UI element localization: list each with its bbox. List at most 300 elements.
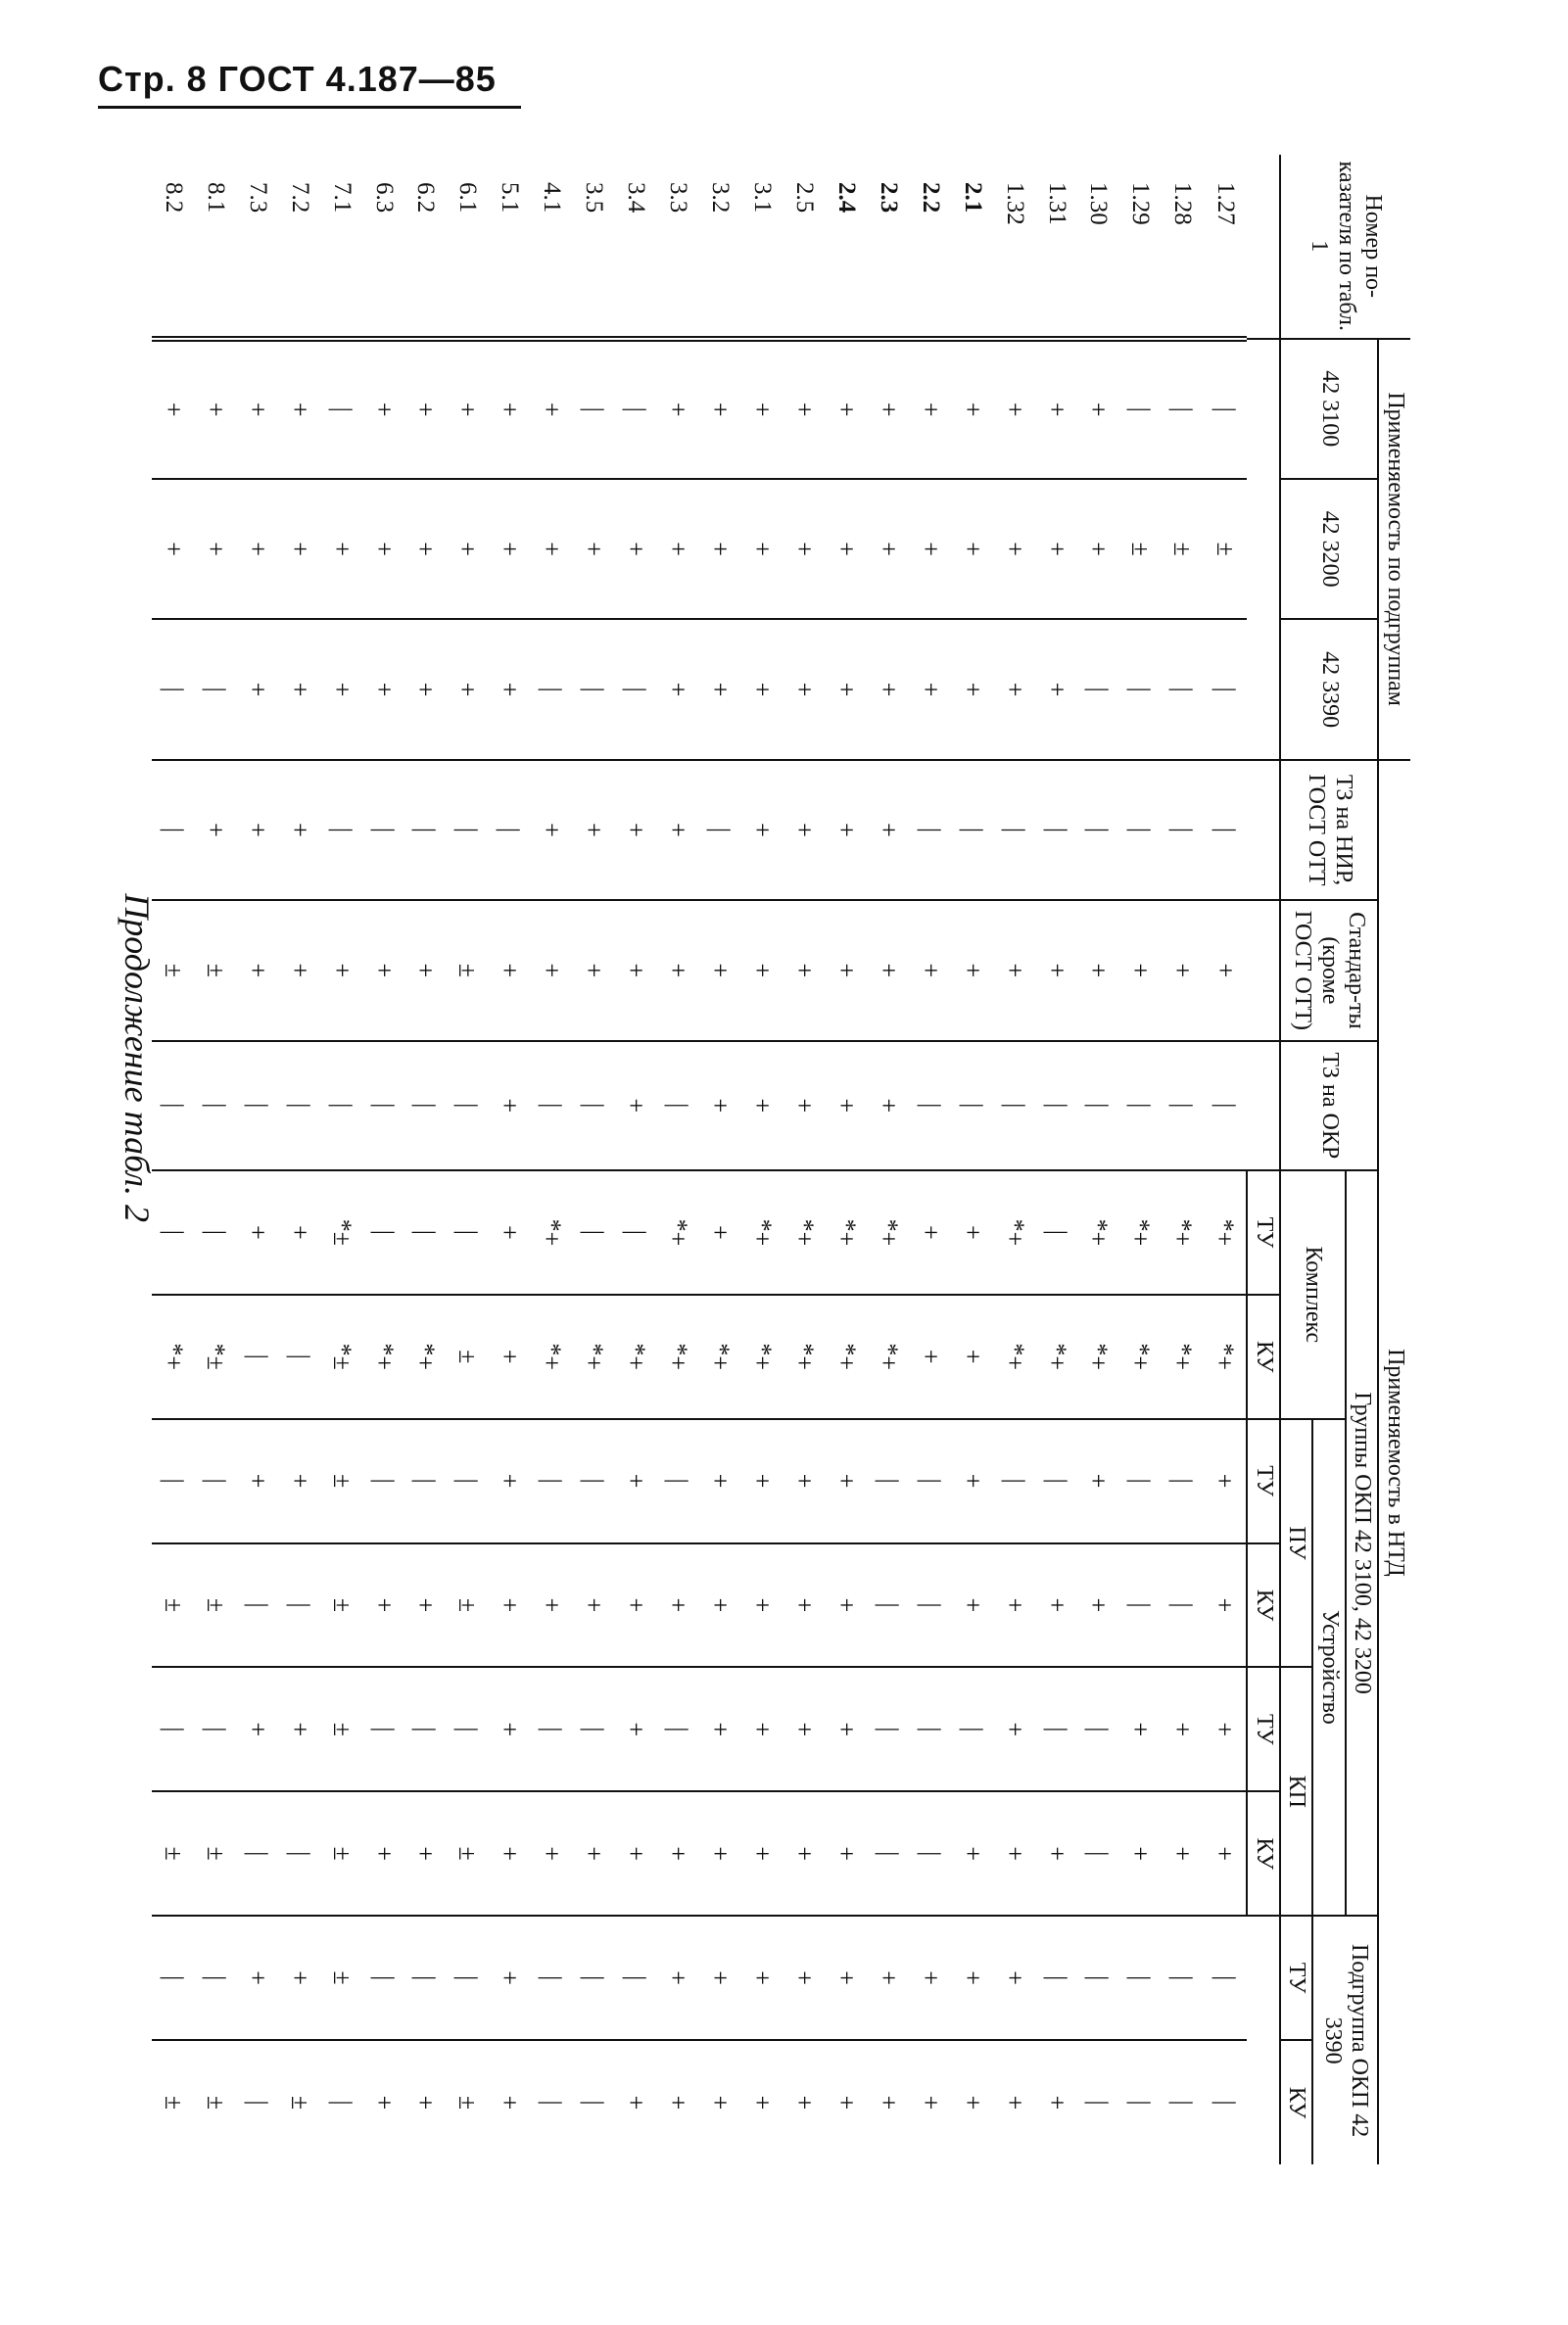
table-cell: |	[909, 1419, 951, 1543]
table-cell: +	[1077, 339, 1119, 479]
table-cell: ±	[320, 1916, 362, 2040]
table-cell: +	[993, 479, 1035, 619]
table-cell: *+	[1077, 1295, 1119, 1419]
table-cell: ±	[278, 2040, 320, 2164]
table-cell: ±	[447, 1543, 489, 1668]
indicator-number: 2.3	[875, 182, 902, 214]
table-cell: +	[278, 760, 320, 900]
table-cell: |	[615, 1170, 657, 1295]
indicator-number: 1.27	[1212, 182, 1239, 225]
table-cell: +	[320, 619, 362, 759]
table-cell: |	[951, 760, 993, 900]
table-cell: *+	[657, 1170, 699, 1295]
table-cell: +	[1162, 1791, 1204, 1916]
table-cell: |	[1035, 1419, 1077, 1543]
table-row	[152, 155, 194, 2164]
table-cell: +	[783, 1543, 825, 1668]
table-cell: +	[236, 339, 278, 479]
indicator-number: 8.2	[160, 182, 187, 214]
table-cell: ±	[152, 1791, 194, 1916]
table-cell: *+	[783, 1295, 825, 1419]
table-row	[657, 155, 699, 2164]
table-cell: |	[278, 1543, 320, 1668]
table-cell: +	[236, 479, 278, 619]
table-cell: |	[152, 1041, 194, 1170]
applicability-table	[152, 155, 1410, 2164]
table-cell: +	[531, 1543, 573, 1668]
header-applicability-subgroups: Применяемость по подгруппам	[1378, 339, 1410, 760]
table-cell: +	[741, 339, 784, 479]
table-cell: +	[951, 479, 993, 619]
table-cell: +	[741, 479, 784, 619]
table-row	[194, 155, 236, 2164]
table-cell: |	[362, 1916, 404, 2040]
table-cell: +	[783, 1791, 825, 1916]
table-cell: +	[1035, 1791, 1077, 1916]
table-cell: |	[867, 1419, 909, 1543]
table-cell: +	[699, 1916, 741, 2040]
table-cell: +	[741, 1041, 784, 1170]
table-cell: |	[1077, 1041, 1119, 1170]
table-cell: |	[152, 1170, 194, 1295]
table-cell: +	[657, 619, 699, 759]
table-cell: |	[993, 1419, 1035, 1543]
table-cell: +	[909, 900, 951, 1040]
table-cell: +	[404, 479, 447, 619]
table-cell: ±	[194, 1543, 236, 1668]
table-cell: |	[1162, 1419, 1204, 1543]
table-cell: +	[867, 900, 909, 1040]
table-cell: *±	[320, 1170, 362, 1295]
table-cell: +	[867, 339, 909, 479]
table-cell: +	[236, 900, 278, 1040]
table-cell: ±	[194, 1791, 236, 1916]
table-cell: +	[699, 479, 741, 619]
table-cell: |	[1119, 760, 1162, 900]
table-cell: *+	[404, 1295, 447, 1419]
table-cell: +	[194, 479, 236, 619]
table-cell: *+	[573, 1295, 615, 1419]
table-cell: +	[615, 479, 657, 619]
table-cell: |	[573, 1667, 615, 1791]
header-subgroup-tu: ТУ	[1280, 1916, 1313, 2040]
header-pu-tu: ТУ	[1247, 1419, 1280, 1543]
table-cell: +	[699, 339, 741, 479]
table-cell: |	[194, 1419, 236, 1543]
table-cell: +	[404, 1543, 447, 1668]
table-cell: |	[278, 1295, 320, 1419]
table-cell: |	[447, 760, 489, 900]
table-cell: +	[404, 339, 447, 479]
table-cell: +	[320, 900, 362, 1040]
table-cell: +	[320, 479, 362, 619]
table-cell: +	[489, 1543, 531, 1668]
table-row	[951, 155, 993, 2164]
table-cell: |	[404, 1419, 447, 1543]
table-cell: *+	[993, 1170, 1035, 1295]
header-sub-42-3200: 42 3200	[1280, 479, 1379, 619]
table-cell: |	[320, 1041, 362, 1170]
table-cell: *+	[615, 1295, 657, 1419]
table-cell: +	[278, 479, 320, 619]
table-cell: |	[867, 1543, 909, 1668]
indicator-number: 6.1	[454, 182, 482, 214]
indicator-number: 5.1	[497, 182, 524, 214]
table-cell: +	[447, 619, 489, 759]
table-cell: |	[573, 339, 615, 479]
table-row	[699, 155, 741, 2164]
table-cell: +	[278, 339, 320, 479]
table-cell: |	[1035, 1667, 1077, 1791]
header-tz-okr: ТЗ на ОКР	[1280, 1041, 1379, 1170]
table-cell: |	[657, 1041, 699, 1170]
table-cell: |	[531, 1041, 573, 1170]
table-cell: +	[741, 1791, 784, 1916]
table-cell: |	[1204, 339, 1247, 479]
table-cell: +	[278, 1170, 320, 1295]
table-row	[741, 155, 784, 2164]
table-cell: |	[531, 1916, 573, 2040]
table-cell: +	[362, 339, 404, 479]
table-cell: +	[278, 1916, 320, 2040]
table-cell: |	[573, 1419, 615, 1543]
table-cell: +	[489, 1170, 531, 1295]
table-cell: +	[236, 760, 278, 900]
table-row	[320, 155, 362, 2164]
table-cell: +	[1035, 2040, 1077, 2164]
table-cell: |	[1162, 619, 1204, 759]
table-cell: |	[1119, 1419, 1162, 1543]
table-cell: |	[404, 1041, 447, 1170]
table-cell: |	[531, 619, 573, 759]
table-cell: +	[615, 1041, 657, 1170]
table-cell: +	[951, 2040, 993, 2164]
table-cell: ±	[447, 900, 489, 1040]
table-cell: |	[867, 1791, 909, 1916]
header-kp-tu: ТУ	[1247, 1667, 1280, 1791]
header-kp-ku: КУ	[1247, 1791, 1280, 1916]
indicator-number: 4.1	[539, 182, 566, 214]
table-cell: +	[615, 2040, 657, 2164]
table-row	[1204, 155, 1247, 2164]
table-cell: |	[447, 1170, 489, 1295]
table-cell: *+	[699, 1295, 741, 1419]
table-cell: +	[362, 1791, 404, 1916]
table-cell: +	[783, 760, 825, 900]
table-cell: +	[489, 339, 531, 479]
table-cell: +	[993, 1791, 1035, 1916]
table-cell: +	[615, 1419, 657, 1543]
indicator-number: 7.2	[286, 182, 313, 214]
table-cell: +	[362, 2040, 404, 2164]
table-cell: |	[194, 619, 236, 759]
table-cell: |	[1162, 760, 1204, 900]
table-cell: +	[699, 1419, 741, 1543]
table-cell: *+	[657, 1295, 699, 1419]
table-cell: ±	[194, 900, 236, 1040]
table-cell: |	[573, 1170, 615, 1295]
page-header: Стр. 8 ГОСТ 4.187—85	[98, 59, 497, 99]
table-cell: +	[993, 1916, 1035, 2040]
table-cell: +	[489, 900, 531, 1040]
table-cell: +	[699, 900, 741, 1040]
table-cell: |	[867, 1667, 909, 1791]
table-cell: +	[909, 1916, 951, 2040]
table-cell: |	[152, 1419, 194, 1543]
table-cell: +	[825, 619, 867, 759]
table-cell: ±	[447, 1295, 489, 1419]
table-cell: |	[615, 1916, 657, 2040]
table-row	[236, 155, 278, 2164]
table-cell: |	[531, 1419, 573, 1543]
table-cell: +	[699, 1041, 741, 1170]
table-cell: *+	[152, 1295, 194, 1419]
table-cell: |	[909, 1041, 951, 1170]
table-cell: *+	[741, 1295, 784, 1419]
table-cell: +	[825, 1791, 867, 1916]
table-cell: +	[573, 479, 615, 619]
table-cell: +	[1077, 1543, 1119, 1668]
indicator-number: 2.2	[917, 182, 944, 214]
table-cell: +	[867, 1916, 909, 2040]
table-row	[1035, 155, 1077, 2164]
table-cell: +	[741, 1667, 784, 1791]
table-cell: +	[1162, 1667, 1204, 1791]
indicator-number: 2.1	[959, 182, 986, 214]
table-cell: +	[741, 900, 784, 1040]
table-cell: +	[951, 900, 993, 1040]
table-cell: +	[951, 1543, 993, 1668]
header-sub-42-3100: 42 3100	[1280, 339, 1379, 479]
table-cell: +	[657, 479, 699, 619]
table-cell: +	[951, 1170, 993, 1295]
table-cell: +	[825, 339, 867, 479]
table-row	[867, 155, 909, 2164]
table-cell: +	[699, 2040, 741, 2164]
table-cell: ±	[320, 1667, 362, 1791]
indicator-number: 1.28	[1169, 182, 1197, 225]
table-cell: +	[909, 339, 951, 479]
table-cell: |	[404, 760, 447, 900]
table-cell: +	[1204, 1419, 1247, 1543]
table-row	[1119, 155, 1162, 2164]
table-cell: |	[615, 339, 657, 479]
table-cell: +	[1035, 619, 1077, 759]
header-kp: КП	[1280, 1667, 1313, 1916]
table-cell: +	[152, 479, 194, 619]
table-cell: +	[741, 760, 784, 900]
header-device: Устройство	[1312, 1419, 1346, 1916]
table-cell: |	[362, 1667, 404, 1791]
table-cell: |	[404, 1916, 447, 2040]
table-cell: +	[489, 479, 531, 619]
table-cell: |	[573, 1916, 615, 2040]
table-cell: +	[699, 1791, 741, 1916]
table-cell: +	[825, 1667, 867, 1791]
table-cell: |	[951, 1041, 993, 1170]
table-cell: |	[531, 2040, 573, 2164]
table-cell: |	[1119, 1041, 1162, 1170]
table-cell: |	[1204, 760, 1247, 900]
table-cell: +	[278, 900, 320, 1040]
table-cell: ±	[152, 1543, 194, 1668]
indicator-number: 8.1	[202, 182, 229, 214]
table-cell: |	[1035, 1041, 1077, 1170]
table-cell: |	[531, 1667, 573, 1791]
table-cell: |	[489, 760, 531, 900]
table-cell: +	[825, 900, 867, 1040]
table-cell: |	[993, 1041, 1035, 1170]
table-cell: +	[699, 1543, 741, 1668]
table-cell: +	[447, 339, 489, 479]
table-cell: |	[362, 1170, 404, 1295]
table-cell: +	[1035, 900, 1077, 1040]
rotated-table-wrapper	[152, 155, 1410, 2164]
table-cell: +	[699, 619, 741, 759]
table-row	[783, 155, 825, 2164]
table-cell: +	[909, 479, 951, 619]
table-cell: +	[236, 1170, 278, 1295]
table-row	[362, 155, 404, 2164]
indicator-number: 2.4	[832, 182, 860, 214]
table-cell: +	[194, 339, 236, 479]
indicator-number: 1.29	[1127, 182, 1155, 225]
table-cell: +	[909, 1295, 951, 1419]
table-cell: +	[867, 2040, 909, 2164]
table-cell: |	[615, 619, 657, 759]
table-cell: |	[909, 760, 951, 900]
table-cell: |	[993, 760, 1035, 900]
table-cell: |	[1077, 2040, 1119, 2164]
table-cell: |	[1119, 2040, 1162, 2164]
table-cell: *+	[825, 1295, 867, 1419]
table-cell: +	[657, 339, 699, 479]
table-cell: *+	[362, 1295, 404, 1419]
table-cell: +	[573, 1791, 615, 1916]
table-cell: |	[447, 1916, 489, 2040]
table-cell: +	[615, 900, 657, 1040]
table-row	[909, 155, 951, 2164]
table-cell: +	[1119, 1791, 1162, 1916]
header-complex-ku: КУ	[1247, 1295, 1280, 1419]
table-cell: +	[867, 1041, 909, 1170]
table-cell: +	[573, 900, 615, 1040]
table-row	[278, 155, 320, 2164]
table-cell: +	[825, 1543, 867, 1668]
table-cell: +	[783, 1667, 825, 1791]
table-cell: |	[152, 619, 194, 759]
table-cell: ±	[1162, 479, 1204, 619]
table-cell: +	[993, 619, 1035, 759]
table-cell: +	[657, 1916, 699, 2040]
table-cell: +	[194, 760, 236, 900]
table-cell: |	[194, 1667, 236, 1791]
table-body	[152, 155, 1247, 2164]
table-cell: +	[951, 1295, 993, 1419]
table-cell: +	[741, 2040, 784, 2164]
table-cell: +	[404, 2040, 447, 2164]
table-cell: |	[404, 1170, 447, 1295]
table-cell: |	[699, 760, 741, 900]
table-cell: |	[320, 2040, 362, 2164]
table-cell: |	[362, 760, 404, 900]
table-cell: +	[236, 1667, 278, 1791]
table-cell: |	[1077, 1667, 1119, 1791]
table-cell: +	[531, 1791, 573, 1916]
table-cell: |	[152, 1667, 194, 1791]
header-subgroup-okp: Подгруппа ОКП 42 3390	[1312, 1916, 1378, 2164]
table-cell: |	[278, 1041, 320, 1170]
table-cell: +	[531, 760, 573, 900]
table-cell: |	[1077, 1916, 1119, 2040]
table-cell: +	[741, 619, 784, 759]
table-cell: +	[489, 1041, 531, 1170]
indicator-number: 7.1	[328, 182, 356, 214]
table-cell: +	[615, 1543, 657, 1668]
indicator-number: 3.5	[581, 182, 608, 214]
table-cell: +	[236, 619, 278, 759]
table-cell: |	[1204, 619, 1247, 759]
table-cell: +	[362, 619, 404, 759]
table-cell: *+	[867, 1170, 909, 1295]
table-cell: +	[404, 1791, 447, 1916]
table-cell: |	[152, 760, 194, 900]
header-complex: Комплекс	[1280, 1170, 1346, 1419]
table-cell: ±	[447, 2040, 489, 2164]
indicator-number: 3.2	[707, 182, 735, 214]
table-cell: +	[404, 619, 447, 759]
table-cell: |	[1119, 619, 1162, 759]
table-cell: |	[1119, 1916, 1162, 2040]
table-cell: |	[404, 1667, 447, 1791]
table-cell: ±	[152, 2040, 194, 2164]
indicator-number: 7.3	[244, 182, 271, 214]
table-row	[489, 155, 531, 2164]
table-cell: +	[993, 339, 1035, 479]
table-cell: +	[657, 760, 699, 900]
table-cell: |	[951, 1667, 993, 1791]
table-cell: +	[909, 1170, 951, 1295]
table-cell: +	[909, 2040, 951, 2164]
table-cell: +	[1077, 479, 1119, 619]
table-cell: |	[657, 1667, 699, 1791]
table-cell: |	[1162, 1543, 1204, 1668]
table-cell: *+	[741, 1170, 784, 1295]
table-cell: +	[1077, 1419, 1119, 1543]
table-cell: *+	[993, 1295, 1035, 1419]
table-cell: |	[1035, 760, 1077, 900]
table-cell: +	[615, 1791, 657, 1916]
table-cell: +	[825, 1041, 867, 1170]
table-cell: +	[362, 1543, 404, 1668]
header-applicability-ntd: Применяемость в НТД	[1378, 760, 1410, 2164]
table-row	[825, 155, 867, 2164]
table-cell: +	[867, 619, 909, 759]
table-cell: +	[573, 1543, 615, 1668]
table-cell: |	[447, 1419, 489, 1543]
table-cell: +	[909, 619, 951, 759]
table-cell: +	[278, 1667, 320, 1791]
table-cell: +	[951, 1916, 993, 2040]
table-cell: *+	[1162, 1170, 1204, 1295]
header-pu: ПУ	[1280, 1419, 1313, 1668]
table-cell: +	[1035, 339, 1077, 479]
table-cell: +	[993, 1667, 1035, 1791]
table-cell: +	[362, 479, 404, 619]
table-cell: +	[699, 1667, 741, 1791]
table-cell: +	[1119, 1667, 1162, 1791]
table-cell: +	[741, 1916, 784, 2040]
